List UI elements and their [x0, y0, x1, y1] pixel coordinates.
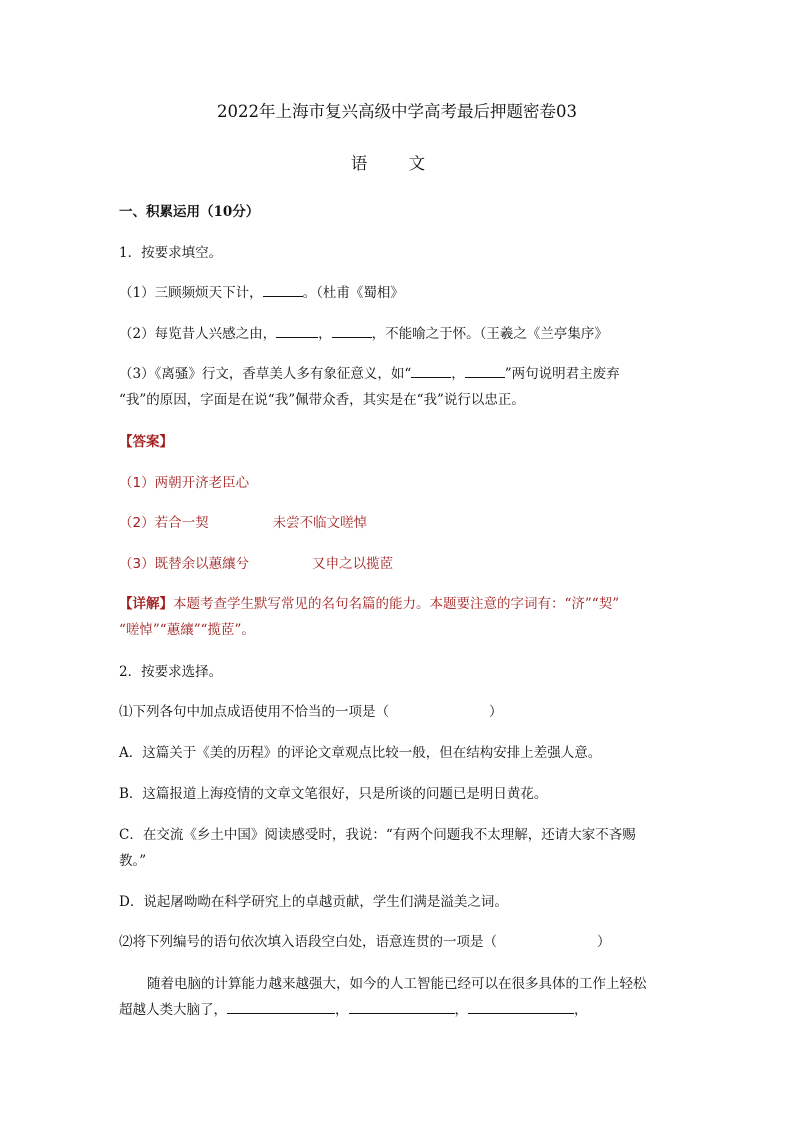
detail-text: 本题考查学生默写常见的名句名篇的能力。本题要注意的字词有：“济”“契” [173, 596, 620, 612]
answer-blank[interactable] [263, 295, 303, 297]
answer-blank[interactable] [227, 1012, 335, 1014]
part-3-text-c: ”两句说明君主废弃 [504, 366, 620, 382]
answer-blank[interactable] [411, 376, 451, 378]
question-1-part-2 [119, 322, 608, 342]
detail-label: 【详解】 [119, 596, 173, 612]
question-2-prompt: 2．按要求选择。 [119, 664, 223, 680]
part-1-text-b: 。（杜甫《蜀相》 [302, 285, 404, 301]
option-b: B．这篇报道上海疫情的文章文笔很好，只是所谈的问题已是明日黄花。 [119, 786, 548, 802]
part-2-text-a: （2）每览昔人兴感之由， [119, 326, 277, 342]
option-c: C．在交流《乡土中国》阅读感受时，我说：“有两个问题我不太理解，还请大家不吝赐 [119, 827, 636, 843]
question-2-sub-2 [119, 930, 611, 950]
subject-title: 语 文 [350, 154, 444, 173]
part-1-text-a: （1）三顾频烦天下计， [119, 285, 263, 301]
part-3-text-b: ， [451, 366, 465, 382]
part-2-text-b: ， [318, 326, 332, 342]
answer-3-part-a: （3）既替余以蕙纕兮 [119, 556, 250, 572]
option-a: A．这篇关于《美的历程》的评论文章观点比较一般，但在结构安排上差强人意。 [119, 745, 602, 761]
passage-text: 超越人类大脑了， [119, 1002, 227, 1018]
question-1-part-3-continued: “我”的原因，字面是在说“我”佩带众香，其实是在“我”说行以忠正。 [119, 392, 525, 408]
sub-2-text: ⑵将下列编号的语句依次填入语段空白处，语意连贯的一项是（ [119, 934, 497, 950]
sub-1-close: ） [489, 704, 503, 720]
detail-explanation-continued: “嗟悼”“蕙纕”“揽茝”。 [119, 622, 255, 638]
part-2-text-c: ，不能喻之于怀。（王羲之《兰亭集序》 [371, 326, 608, 342]
comma: ， [335, 1002, 349, 1018]
answer-3-part-b: 又申之以揽茝 [312, 556, 394, 572]
passage-line-1: 随着电脑的计算能力越来越强大，如今的人工智能已经可以在很多具体的工作上轻松 [147, 976, 647, 992]
answer-blank[interactable] [468, 1012, 574, 1014]
answer-blank[interactable] [276, 336, 318, 338]
answer-2 [119, 511, 367, 531]
question-1-part-1 [119, 281, 404, 301]
sub-1-text: ⑴下列各句中加点成语使用不恰当的一项是（ [119, 704, 389, 720]
comma: ， [574, 1002, 588, 1018]
answer-blank[interactable] [349, 1012, 455, 1014]
question-1-prompt: 1．按要求填空。 [119, 245, 223, 261]
part-3-text-a: （3）《离骚》行文，香草美人多有象征意义，如“ [119, 366, 412, 382]
comma: ， [454, 1002, 468, 1018]
passage-line-2 [119, 998, 588, 1018]
answer-blank[interactable] [332, 336, 372, 338]
answer-2-part-b: 未尝不临文嗟悼 [272, 515, 368, 531]
answer-3 [119, 552, 393, 572]
sub-2-close: ） [597, 934, 611, 950]
answer-blank[interactable] [465, 376, 505, 378]
question-2-sub-1 [119, 700, 503, 720]
section-heading: 一、积累运用（10分） [119, 204, 260, 220]
option-c-continued: 教。” [119, 853, 147, 869]
answer-2-part-a: （2）若合一契 [119, 515, 209, 531]
answer-label: 【答案】 [119, 434, 173, 450]
question-1-part-3 [119, 362, 620, 382]
exam-title: 2022年上海市复兴高级中学高考最后押题密卷03 [217, 102, 577, 121]
answer-1: （1）两朝开济老臣心 [119, 475, 250, 491]
option-d: D．说起屠呦呦在科学研究上的卓越贡献，学生们满是溢美之词。 [119, 894, 508, 910]
detail-explanation [119, 592, 619, 612]
